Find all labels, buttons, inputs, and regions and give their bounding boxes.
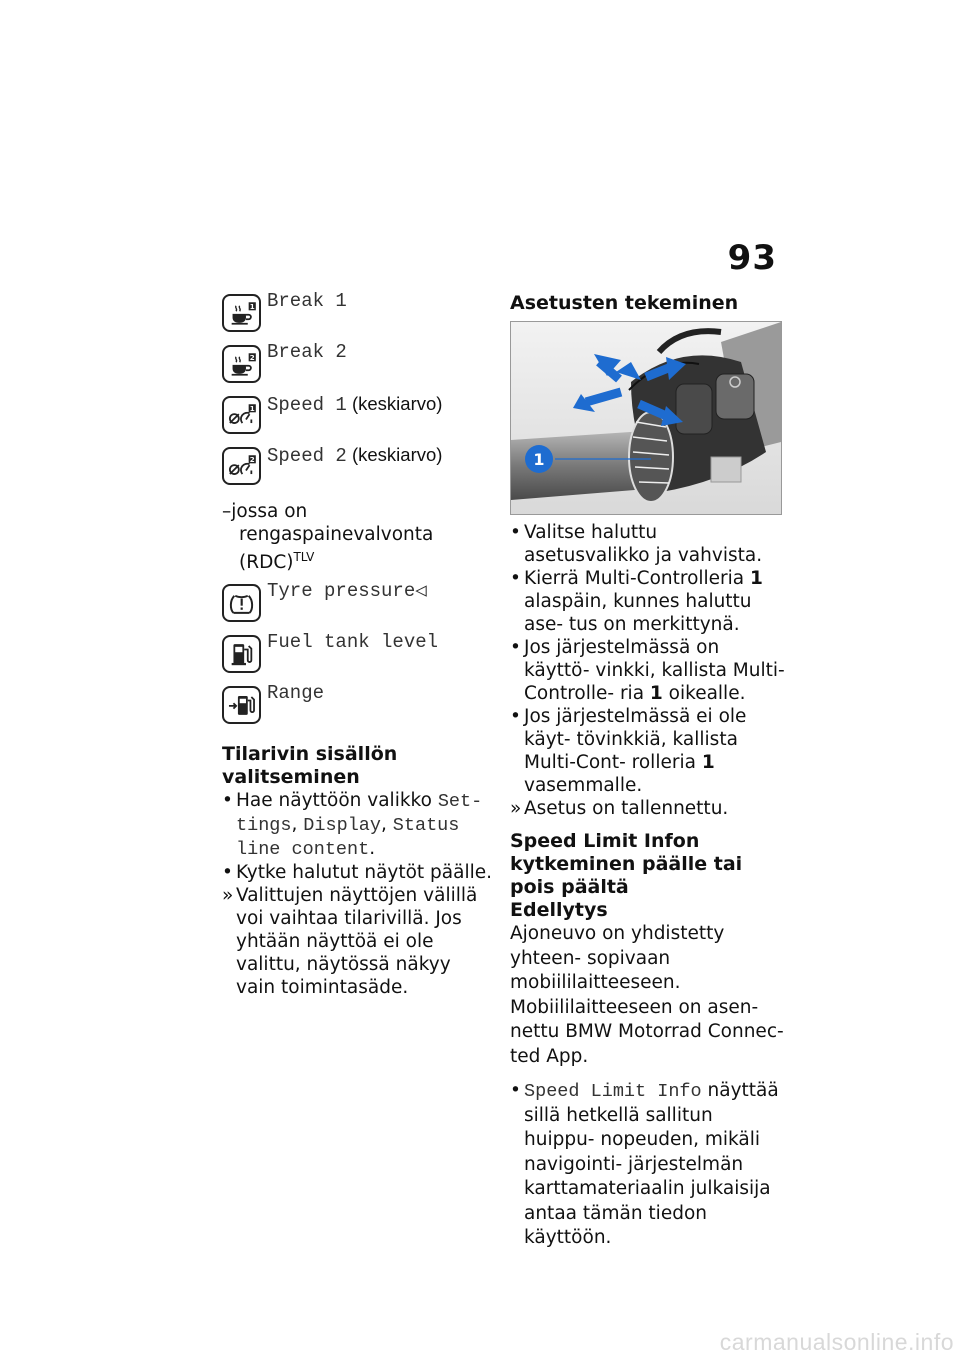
step-turn-down-text: Kierrä Multi-Controlleria <box>524 568 751 589</box>
speed-avg-1-icon <box>222 396 261 434</box>
step-turn-down <box>510 567 785 636</box>
rdc-condition <box>222 500 494 574</box>
fuel-tank-label: Fuel tank level <box>267 631 439 654</box>
status-item-break-2 <box>222 341 494 392</box>
right-column <box>510 290 785 1251</box>
subheading-prerequisite: Edellytys <box>510 899 608 921</box>
svg-text:1: 1 <box>249 403 255 413</box>
speed-2-suffix: (keskiarvo) <box>346 444 443 465</box>
speed-1-suffix: (keskiarvo) <box>346 393 443 414</box>
coffee-cup-break-1-icon <box>222 294 261 332</box>
step-select-menu: • Valitse haluttu asetusvalikko ja vahvista. <box>510 521 785 567</box>
section-heading-settings: Asetusten tekeminen <box>510 292 739 314</box>
status-item-speed-2 <box>222 443 494 494</box>
status-item-range <box>222 682 494 733</box>
status-item-fuel-tank <box>222 631 494 682</box>
tyre-pressure-label: Tyre pressure◁ <box>267 580 427 603</box>
step-tilt-right-tail: oikealle. <box>662 683 746 704</box>
step-tilt-left-ref: 1 <box>701 752 715 773</box>
status-item-break-1 <box>222 290 494 341</box>
callout-1-label: 1 <box>533 450 545 469</box>
speed-limit-info-term: Speed Limit Info <box>524 1081 702 1102</box>
range-label: Range <box>267 682 325 705</box>
svg-text:1: 1 <box>249 301 255 311</box>
step-turn-down-ref: 1 <box>750 568 763 589</box>
multi-controller-figure <box>510 321 782 515</box>
left-column <box>222 290 494 999</box>
step-tilt-left-text: Jos järjestelmässä ei ole käyt- tövinkkiä, kallista Multi-Cont- rolleria <box>524 706 747 773</box>
step-tilt-left-tail: vasemmalle. <box>524 775 643 796</box>
step-enable-displays: • Kytke halutut näytöt päälle. <box>222 861 494 884</box>
svg-text:2: 2 <box>249 454 255 464</box>
step-tilt-left <box>510 705 785 797</box>
step-open-menu-text: Hae näyttöön valikko <box>236 790 438 812</box>
step-tilt-right-ref: 1 <box>649 683 663 704</box>
svg-text:2: 2 <box>249 352 255 362</box>
result-saved: » Asetus on tallennettu. <box>510 797 785 820</box>
prerequisite-text: Ajoneuvo on yhdistetty yhteen- sopivaan mobiililaitteeseen. Mobiililaitteeseen on asen- nettu BMW Motorrad Connec- ted App. <box>510 923 784 1067</box>
section-heading-status-line: Tilarivin sisällön valitseminen <box>222 743 398 789</box>
speed-limit-info-bullet <box>510 1079 785 1251</box>
coffee-cup-break-2-icon <box>222 345 261 383</box>
speed-limit-info-text: näyttää sillä hetkellä sallitun huippu- nopeuden, mikäli navigointi- järjestelmän karttamateriaalin julkaisija antaa tämän tiedon käyttöön. <box>524 1080 779 1248</box>
status-item-tyre-pressure <box>222 580 494 631</box>
speed-2-label: Speed 2 <box>267 445 347 467</box>
step-turn-down-tail: alaspäin, kunnes haluttu ase- tus on merkittynä. <box>524 591 752 635</box>
menu-path-settings: Set- tings <box>236 791 483 837</box>
settings-steps <box>510 521 785 820</box>
status-item-speed-1 <box>222 392 494 443</box>
sep-2: , <box>381 814 393 836</box>
tlv-superscript: TLV <box>293 550 315 564</box>
speed-1-label: Speed 1 <box>267 394 347 416</box>
menu-path-display: Display <box>303 815 381 837</box>
step-open-menu-end: . <box>369 838 376 860</box>
menu-path-status-line: Status line content <box>236 815 460 861</box>
speed-avg-2-icon <box>222 447 261 485</box>
section-heading-speed-limit: Speed Limit Infon kytkeminen päälle tai pois päältä <box>510 830 743 898</box>
sep-1: , <box>291 814 304 836</box>
page-number: 93 <box>727 238 777 278</box>
break-2-label: Break 2 <box>267 341 347 363</box>
result-text: » Valittujen näyttöjen välillä voi vaihtaa tilarivillä. Jos yhtään näyttöä ei ole valittu, näytössä näkyy vain toimintasäde. <box>222 884 494 999</box>
step-tilt-right-text: Jos järjestelmässä on käyttö- vinkki, kallista Multi-Controlle- ria <box>524 637 785 704</box>
break-1-label: Break 1 <box>267 290 347 312</box>
fuel-pump-icon <box>222 635 261 673</box>
rdc-condition-text: –jossa on rengaspainevalvonta (RDC) <box>222 501 434 574</box>
range-icon <box>222 686 261 724</box>
step-tilt-right <box>510 636 785 705</box>
step-open-menu <box>222 789 494 861</box>
handlebar-illustration <box>511 322 781 514</box>
watermark: carmanualsonline.info <box>719 1329 954 1355</box>
tyre-pressure-icon <box>222 584 261 622</box>
